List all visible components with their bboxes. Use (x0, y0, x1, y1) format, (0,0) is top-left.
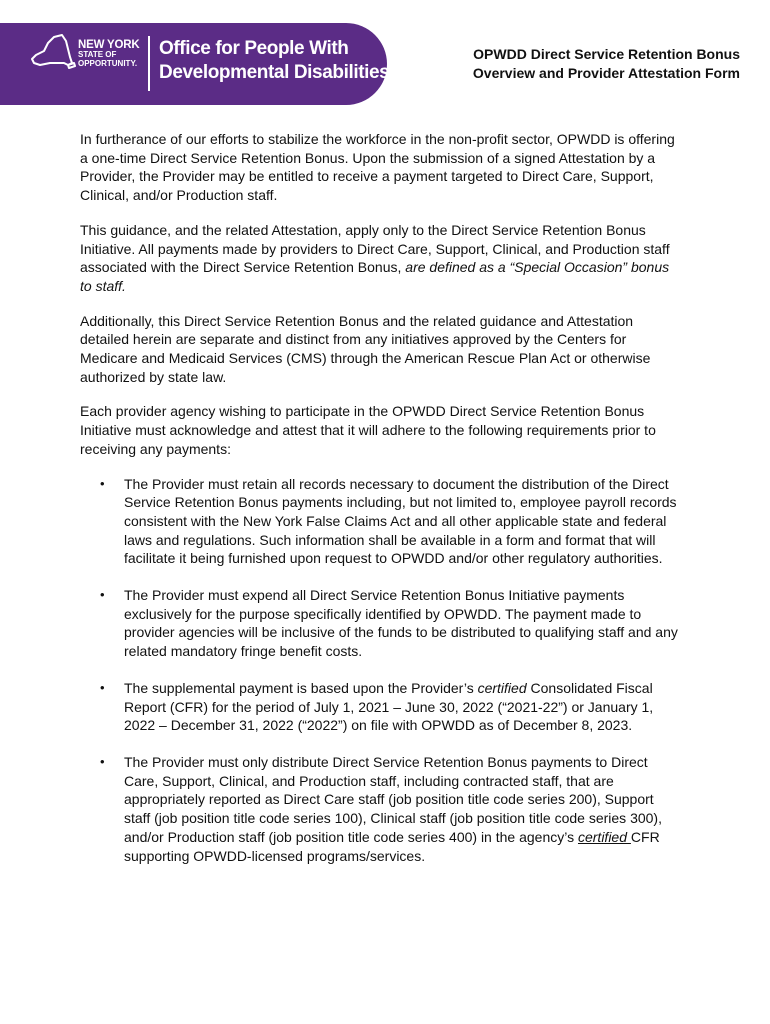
bullet-icon: • (100, 475, 105, 491)
list-item (80, 475, 680, 569)
agency-name-line2: Developmental Disabilities (159, 62, 390, 83)
header-banner (0, 23, 390, 105)
agency-name (159, 37, 389, 85)
requirements-paragraph: Each provider agency wishing to participate in the OPWDD Direct Service Retention Bonus Initiative must acknowledge and attest that it will adhere to the following requirements prior to receiving any payments: (80, 403, 656, 457)
guidance-text: This guidance, and the related Attestation, apply only to the Direct Service Retention Bonus Initiative. All payments made by providers to Direct Care, Support, Clinical, and Production staff associated with the Direct Service Retention Bonus, (80, 221, 670, 276)
certified-underlined: certified (577, 828, 631, 845)
cms-paragraph: Additionally, this Direct Service Retention Bonus and the related guidance and Attestation detailed herein are separate and distinct from any initiatives approved by the Centers for Medicare and Medicaid Services (CMS) through the American Rescue Plan Act or otherwise authorized by state law. (80, 312, 651, 385)
ny-state-of: STATE OF (78, 50, 117, 59)
ny-state-name: NEW YORK (78, 39, 140, 51)
new-york-state-map-icon (30, 33, 76, 73)
special-occasion-text: are defined as a “Special Occasion” bonus to staff. (80, 259, 670, 294)
certified-italic: certified (477, 679, 527, 696)
intro-paragraph: In furtherance of our efforts to stabilize the workforce in the non-profit sector, OPWDD is offering a one-time Direct Service Retention Bonus. Upon the submission of a signed Attestation by a Provider, the Provider may be entitled to receive a payment targeted to Direct Care, Support, Clinical, and/or Production staff. (80, 131, 675, 204)
list-item (80, 586, 680, 661)
form-title-line2: Overview and Provider Attestation Form (472, 65, 740, 81)
requirements-list (80, 475, 680, 866)
requirement-distribute-before: The Provider must only distribute Direct Service Retention Bonus payments to Direct Care, Support, Clinical, and Production staff, including contracted staff, that are appropriately reported as Direct Care staff (job position title code series 200), Support staff (job position title code series 100), Clinical staff (job position title code series 300), and/or Production staff (job position title code series 400) in the agency’s (124, 753, 662, 845)
ny-state-wordmark (78, 40, 139, 68)
guidance-paragraph (80, 221, 680, 296)
requirement-records: The Provider must retain all records necessary to document the distribution of the Direct Service Retention Bonus payments including, but not limited to, employee payroll records consistent with the New York False Claims Act and all other applicable state and federal laws and regulations. Such information shall be available in a form and format that will facilitate it being furnished upon request to OPWDD and/or other regulatory authorities. (124, 475, 677, 567)
bullet-icon: • (100, 753, 105, 769)
bullet-icon: • (100, 587, 105, 603)
ny-state-opportunity: OPPORTUNITY. (78, 59, 138, 68)
document-body (80, 130, 680, 883)
requirement-cfr-before: The supplemental payment is based upon the Provider’s (124, 679, 478, 696)
form-title (420, 45, 740, 83)
bullet-icon: • (100, 679, 105, 695)
list-item (80, 753, 680, 865)
list-item (80, 679, 680, 735)
form-title-line1: OPWDD Direct Service Retention Bonus (473, 46, 740, 62)
requirement-expend: The Provider must expend all Direct Service Retention Bonus Initiative payments exclusively for the purpose specifically identified by OPWDD. The payment made to provider agencies will be inclusive of the funds to be distributed to qualifying staff and any related mandatory fringe benefit costs. (124, 587, 678, 660)
requirement-distribute-after: CFR supporting OPWDD-licensed programs/services. (124, 828, 660, 864)
agency-name-line1: Office for People With (159, 38, 349, 59)
logo-divider (148, 36, 150, 91)
requirement-cfr-after: Consolidated Fiscal Report (CFR) for the period of July 1, 2021 – June 30, 2022 (“2021-22”) or January 1, 2022 – December 31, 2022 (“2022”) on file with OPWDD as of December 8, 2023. (124, 679, 654, 734)
